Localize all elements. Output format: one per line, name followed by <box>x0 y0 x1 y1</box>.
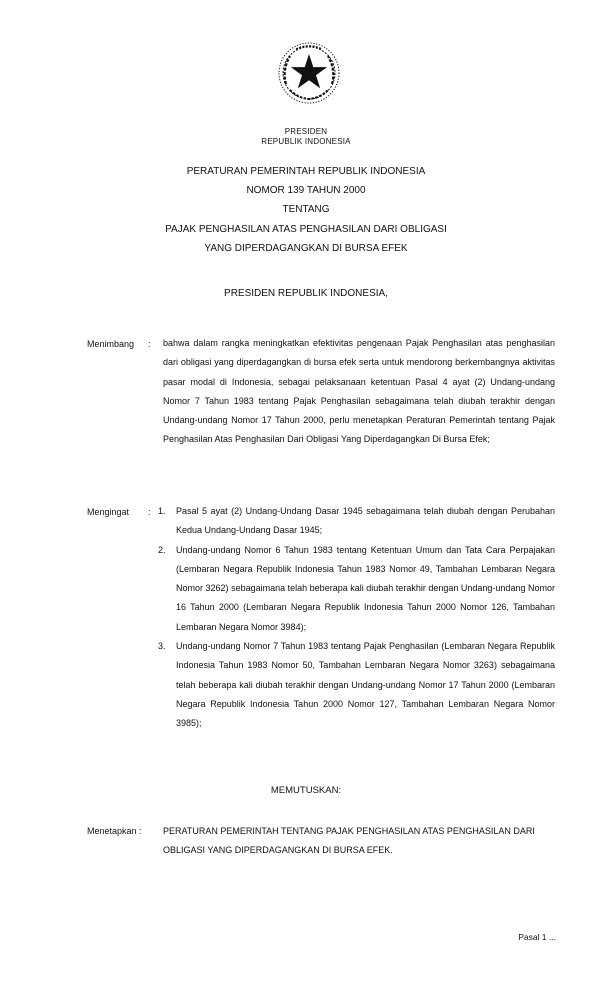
regulation-number: NOMOR 139 TAHUN 2000 <box>246 185 366 196</box>
next-page-indicator: Pasal 1 ... <box>518 932 556 942</box>
regulation-subject-line1: PAJAK PENGHASILAN ATAS PENGHASILAN DARI OBLIGASI <box>165 224 447 235</box>
regulation-subject-line2: YANG DIPERDAGANGKAN DI BURSA EFEK <box>204 243 408 254</box>
presidential-emblem-icon <box>276 40 342 106</box>
mengingat-list <box>158 502 555 734</box>
regulation-tentang: TENTANG <box>282 204 330 215</box>
office-subtitle: REPUBLIK INDONESIA <box>261 137 351 146</box>
mengingat-colon: : <box>148 507 151 517</box>
menetapkan-label: Menetapkan : <box>87 826 142 836</box>
list-number: 2. <box>158 544 166 555</box>
list-item-text: Undang-undang Nomor 6 Tahun 1983 tentang Ketentuan Umum dan Tata Cara Perpajakan (Lembaran Negara Republik Indonesia Tahun 1983 Nomor 49, Tambahan Lembaran Negara Nomor 3262) sebagaimana telah beberapa kali diubah terakhir dengan Undang-undang Nomor 16 Tahun 2000 (Lembaran Negara Republik Indonesia Tahun 2000 Nomor 126, Tambahan Lembaran Negara Nomor 3984); <box>176 544 555 632</box>
list-number: 3. <box>158 641 166 652</box>
memutuskan-heading: MEMUTUSKAN: <box>270 785 342 796</box>
mengingat-item-1 <box>158 502 555 541</box>
list-item-text: Pasal 5 ayat (2) Undang-Undang Dasar 1945 sebagaimana telah diubah dengan Perubahan Kedua Undang-Undang Dasar 1945; <box>176 506 555 536</box>
regulation-title: PERATURAN PEMERINTAH REPUBLIK INDONESIA <box>186 166 426 177</box>
list-number: 1. <box>158 506 166 516</box>
office-title: PRESIDEN <box>284 127 328 136</box>
menetapkan-text: PERATURAN PEMERINTAH TENTANG PAJAK PENGHASILAN ATAS PENGHASILAN DARI OBLIGASI YANG DIPERDAGANGKAN DI BURSA EFEK. <box>163 826 535 855</box>
menimbang-colon: : <box>148 339 151 349</box>
menimbang-label: Menimbang <box>87 339 135 349</box>
mengingat-item-3 <box>158 637 555 733</box>
list-item-text: Undang-undang Nomor 7 Tahun 1983 tentang Pajak Penghasilan (Lembaran Negara Republik Indonesia Tahun 1983 Nomor 50, Tambahan Lembaran Negara Nomor 3263) sebagaimana telah beberapa kali diubah terakhir dengan Undang-undang Nomor 17 Tahun 2000 (Lembaran Negara Republik Indonesia Tahun 2000 Nomor 127, Tambahan Lembaran Negara Nomor 3985); <box>176 641 555 729</box>
menimbang-text: bahwa dalam rangka meningkatkan efektivitas pengenaan Pajak Penghasilan atas penghasilan dari obligasi yang diperdagangkan di bursa efek serta untuk mendorong berkembangnya aktivitas pasar modal di Indonesia, sebagai pelaksanaan ketentuan Pasal 4 ayat (2) Undang-undang Nomor 7 Tahun 1983 tentang Pajak Penghasilan sebagaimana telah diubah terakhir dengan Undang-undang Nomor 17 Tahun 2000, perlu menetapkan Peraturan Pemerintah tentang Pajak Penghasilan Atas Penghasilan Dari Obligasi Yang Diperdagangkan Di Bursa Efek; <box>163 338 555 445</box>
preamble: PRESIDEN REPUBLIK INDONESIA, <box>224 288 388 299</box>
mengingat-item-2 <box>158 541 555 637</box>
mengingat-label: Mengingat <box>87 507 130 517</box>
